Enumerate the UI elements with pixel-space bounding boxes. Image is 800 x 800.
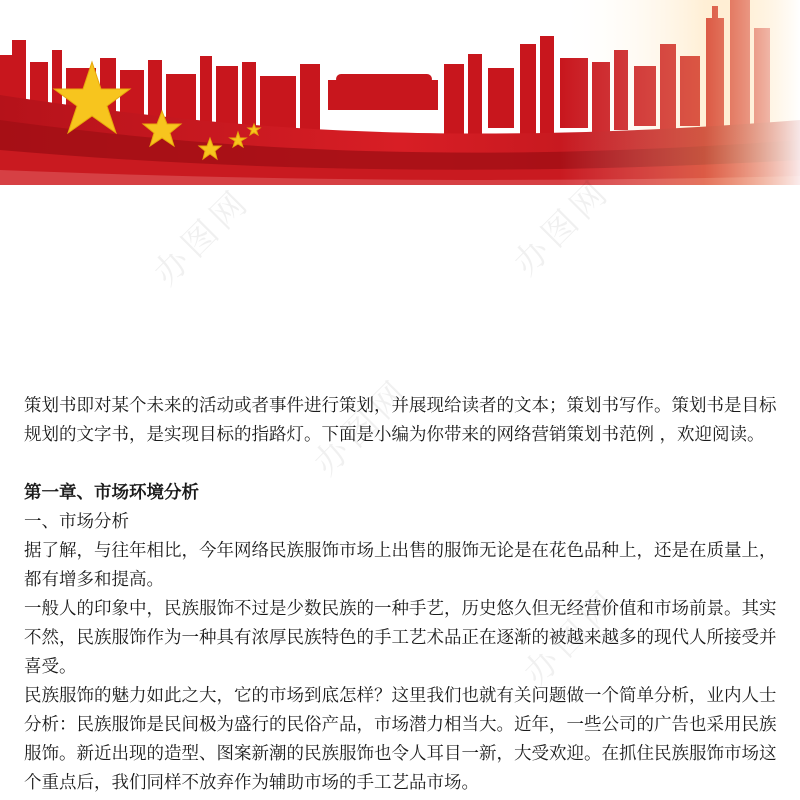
intro-paragraph: 策划书即对某个未来的活动或者事件进行策划，并展现给读者的文本；策划书写作。策划书是目标规划的文字书，是实现目标的指路灯。下面是小编为你带来的网络营销策划书范例 ，欢迎阅读。 (24, 396, 777, 445)
watermark: 办图网 (305, 370, 420, 484)
chapter-title: 第一章、市场环境分析 (24, 483, 199, 503)
city-skyline-banner (0, 0, 800, 185)
body-paragraph: 民族服饰的魅力如此之大，它的市场到底怎样？这里我们也就有关问题做一个简单分析，业内人士分析：民族服饰是民间极为盛行的民俗产品，市场潜力相当大。近年，一些公司的广告也采用民族服饰。新近出现的造型、图案新潮的民族服饰也令人耳目一新，大受欢迎。在抓住民族服饰市场这个重点后，我们同样不放弃作为辅助市场的手工艺品市场。 (24, 686, 777, 793)
watermark: 办图网 (145, 180, 260, 294)
body-paragraph: 一般人的印象中，民族服饰不过是少数民族的一种手艺，历史悠久但无经营价值和市场前景。其实不然，民族服饰作为一种具有浓厚民族特色的手工艺术品正在逐渐的被越来越多的现代人所接受并喜受。 (24, 599, 777, 677)
watermark: 办图网 (515, 580, 630, 694)
header-banner (0, 0, 800, 185)
body-paragraph: 据了解，与往年相比，今年网络民族服饰市场上出售的服饰无论是在花色品种上，还是在质量上，都有增多和提高。 (24, 541, 777, 590)
section-title: 一、市场分析 (24, 512, 129, 532)
document-body (24, 392, 780, 798)
watermark: 办图网 (505, 170, 620, 284)
